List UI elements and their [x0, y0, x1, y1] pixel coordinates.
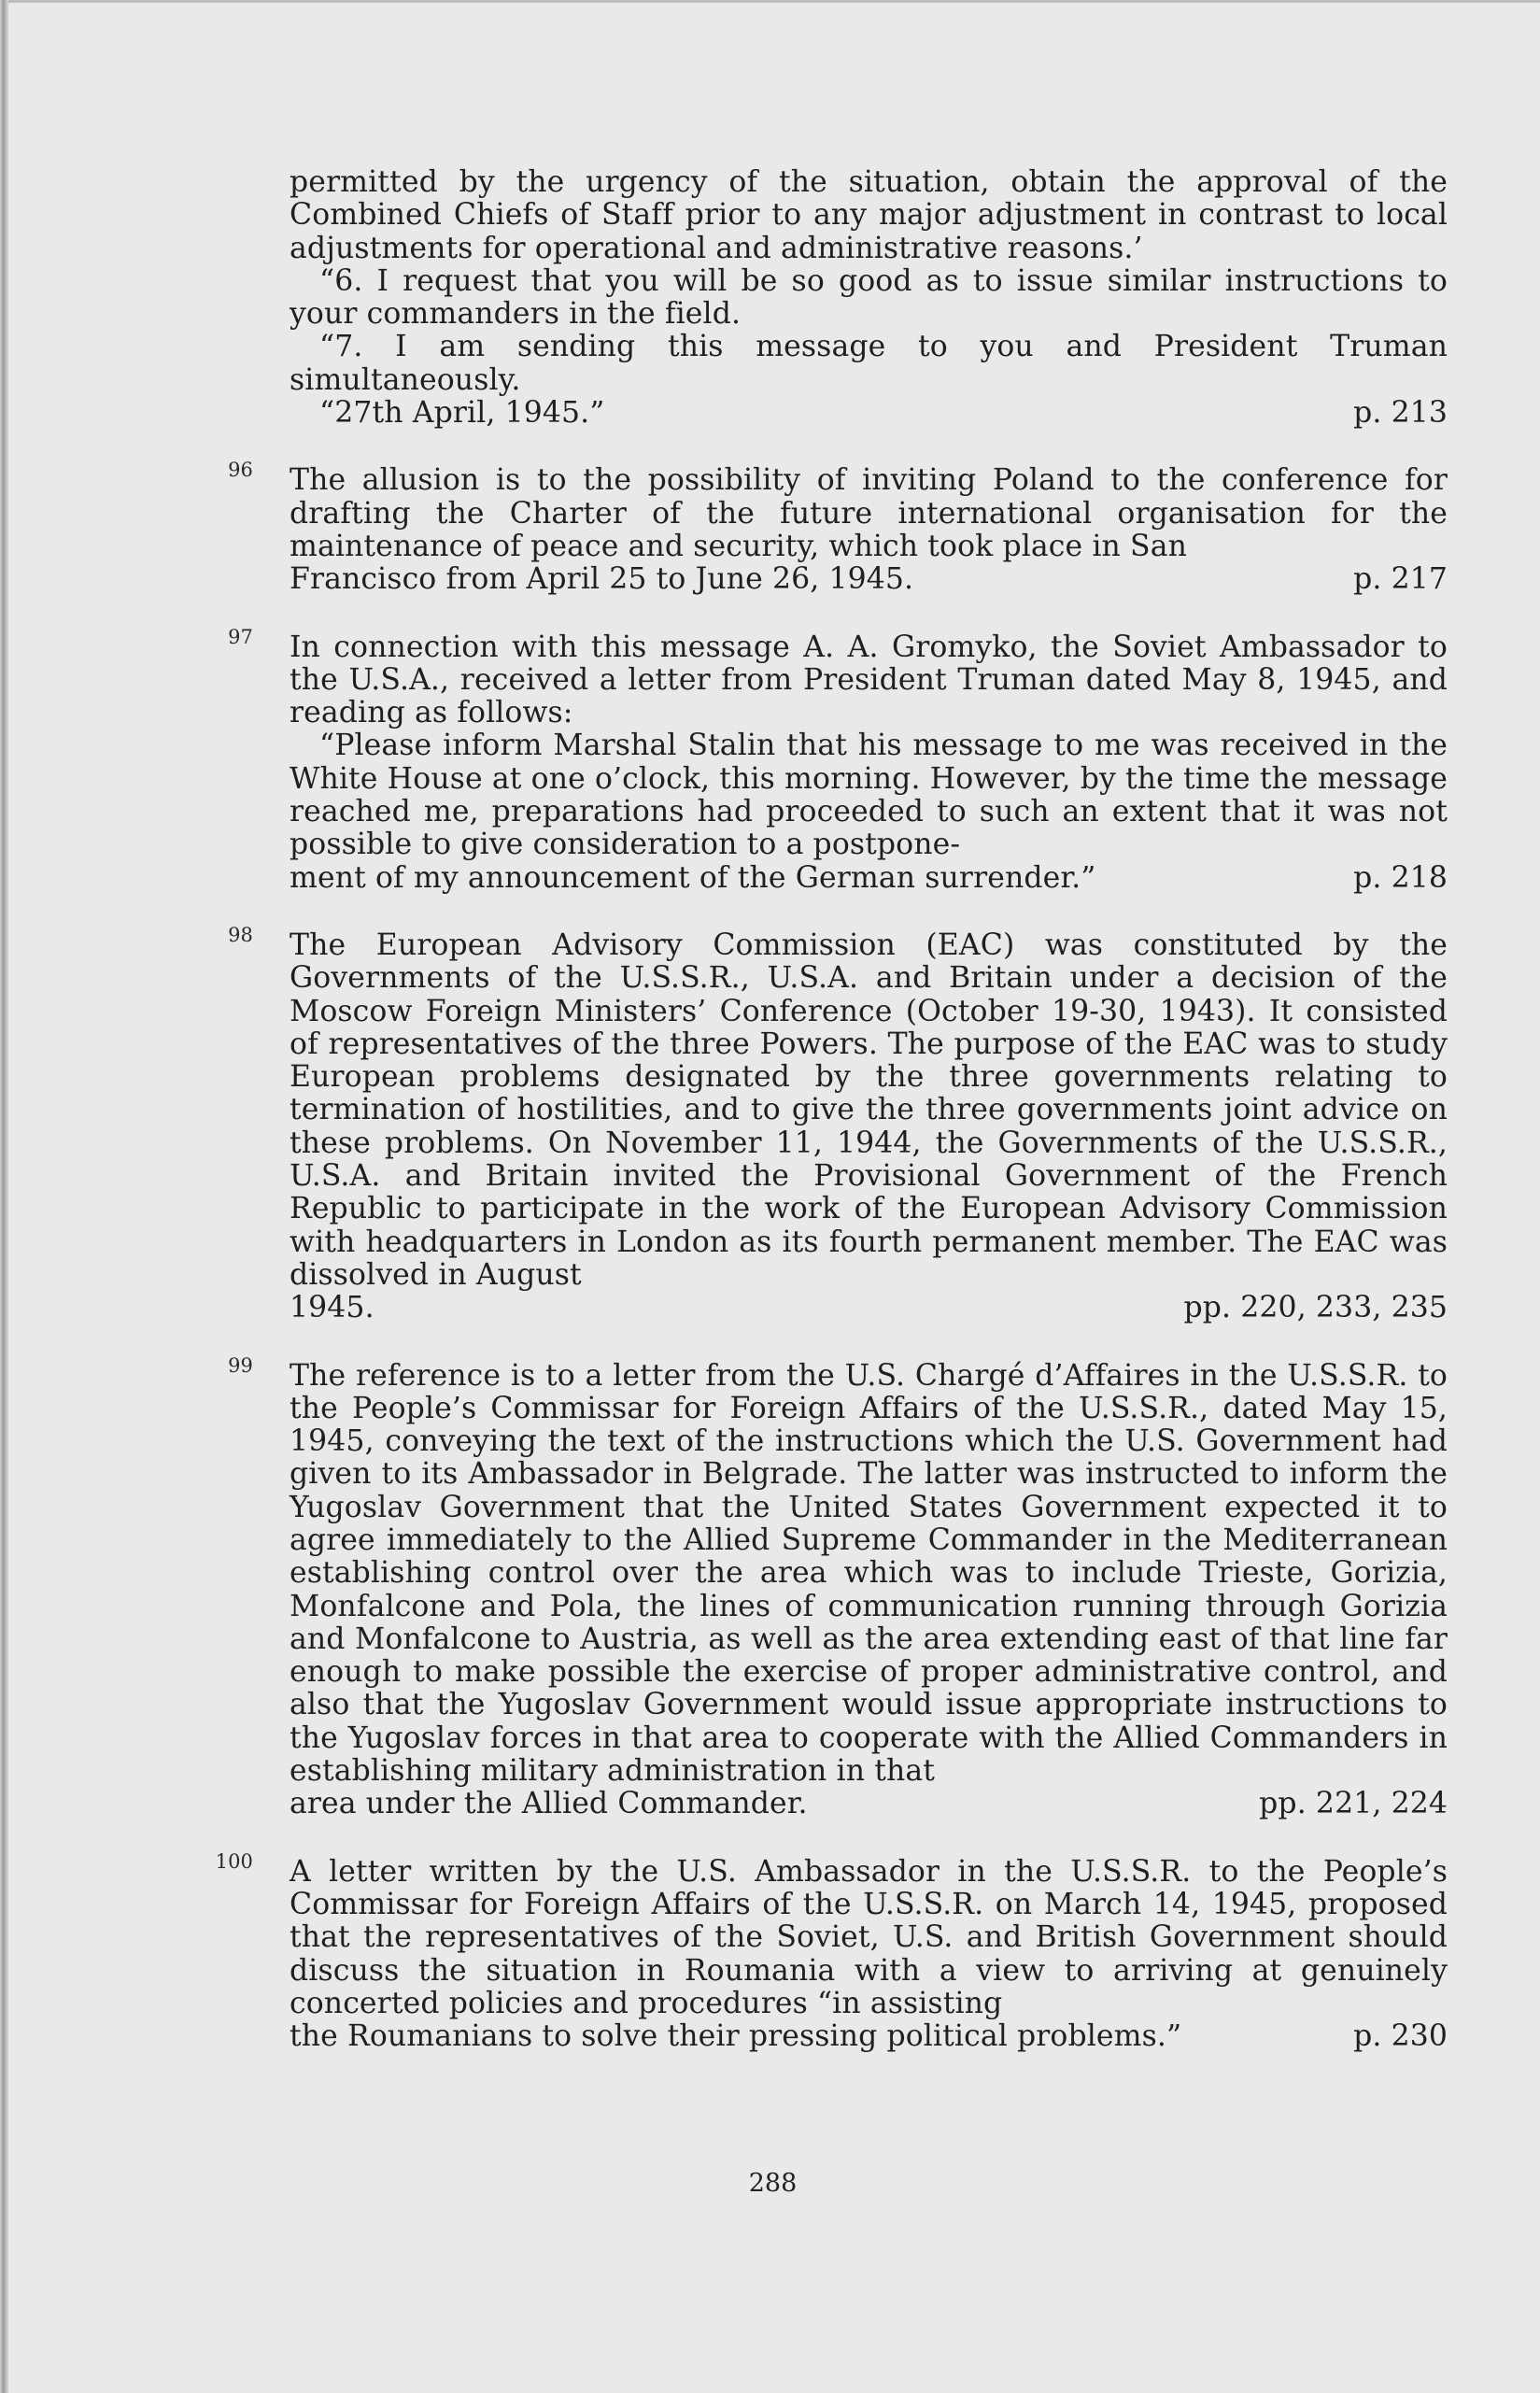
footnote-last-line	[290, 563, 1448, 596]
spacer	[290, 895, 1448, 929]
footnote-text: The reference is to a letter from the U.S. Chargé d’Affaires in the U.S.S.R. to the People’s Commissar for Foreign Affairs of the U.S.S.R., dated May 15, 1945, conveying the text of the instructions which the U.S. Government had given to its Ambassador in Belgrade. The latter was instructed to inform the Yugoslav Government that the United States Government expected it to agree immediately to the Allied Supreme Commander in the Mediterranean establishing control over the area which was to include Trieste, Gorizia, Monfalcone and Pola, the lines of communication running through Gorizia and Monfalcone to Austria, as well as the area extending east of that line far enough to make possible the exercise of proper administrative control, and also that the Yugoslav Government would issue appropriate instructions to the Yugoslav forces in that area to cooperate with the Allied Commanders in establishing military administration in that	[290, 1358, 1448, 1789]
footnote-text: A letter written by the U.S. Ambassador in the U.S.S.R. to the People’s Commissar for Foreign Affairs of the U.S.S.R. on March 14, 1945, proposed that the representatives of the Soviet, U.S. and British Government should discuss the situation in Roumania with a view to arriving at genuinely concerted policies and procedures “in assisting	[290, 1854, 1448, 2020]
continued-message	[290, 166, 1448, 430]
footnote-text: The European Advisory Commission (EAC) was constituted by the Governments of the U.S.S.R., U.S.A. and Britain under a decision of the Moscow Foreign Ministers’ Conference (October 19-30, 1943). It consisted of representatives of the three Powers. The purpose of the EAC was to study European problems designated by the three governments relating to termination of hostilities, and to give the three governments joint advice on these problems. On November 11, 1944, the Governments of the U.S.S.R., U.S.A. and Britain invited the Provisional Government of the French Republic to participate in the work of the European Advisory Commission with headquarters in London as its fourth permanent member. The EAC was dissolved in August	[290, 927, 1448, 1292]
footnote-quote: “Please inform Marshal Stalin that his message to me was received in the White House at one o’clock, this morning. However, by the time the message reached me, preparations had proceeded to such an extent that it was not possible to give consideration to a postpone-	[290, 729, 1448, 862]
page-reference: p. 230	[1353, 2019, 1448, 2054]
footnote-last-text: area under the Allied Commander.	[290, 1787, 808, 1821]
page-number: 288	[748, 2169, 798, 2198]
footnote-last-text: ment of my announcement of the German surrender.”	[290, 860, 1096, 895]
spacer	[290, 430, 1448, 464]
spacer	[290, 1325, 1448, 1360]
spacer	[290, 1821, 1448, 1856]
footnote-last-text: the Roumanians to solve their pressing political problems.”	[290, 2019, 1182, 2054]
footnote-number: 96	[228, 459, 253, 482]
footnote-last-text: 1945.	[290, 1291, 374, 1325]
footnote-96	[228, 459, 1448, 597]
page-reference: pp. 220, 233, 235	[1183, 1291, 1448, 1325]
footnote-98	[228, 923, 1448, 1325]
message-item-7: “7. I am sending this message to you and President Truman simultaneously.	[290, 330, 1448, 397]
footnote-number: 97	[228, 625, 253, 648]
continued-paragraph: permitted by the urgency of the situation, obtain the approval of the Combined Chiefs of Staff prior to any major adjustment in contrast to local adjustments for operational and administrative reasons.’	[290, 165, 1448, 265]
page-binding-edge	[0, 0, 8, 2393]
document-body	[215, 165, 1448, 2054]
spacer	[290, 597, 1448, 631]
footnote-text: In connection with this message A. A. Gromyko, the Soviet Ambassador to the U.S.A., received a letter from President Truman dated May 8, 1945, and reading as follows:	[290, 630, 1448, 730]
footnote-last-line	[290, 1292, 1448, 1324]
footnote-last-line	[290, 862, 1448, 895]
message-date: “27th April, 1945.”	[319, 396, 605, 431]
footnote-last-line	[290, 1788, 1448, 1820]
page-top-edge	[0, 0, 1540, 3]
footnote-number: 99	[228, 1353, 253, 1377]
page-reference: p. 213	[1353, 396, 1448, 431]
footnote-99	[228, 1353, 1448, 1821]
footnote-text: The allusion is to the possibility of inviting Poland to the conference for drafting the Charter of the future international organisation for the maintenance of peace and security, which took place in San	[290, 463, 1448, 563]
page-reference: p. 217	[1353, 562, 1448, 597]
footnote-last-text: Francisco from April 25 to June 26, 1945.	[290, 562, 914, 597]
message-date-line	[290, 397, 1448, 430]
page-reference: pp. 221, 224	[1259, 1787, 1448, 1821]
footnote-100	[215, 1849, 1448, 2054]
page-number-footer	[0, 2169, 1540, 2198]
footnote-last-line	[290, 2020, 1448, 2053]
footnote-number: 98	[228, 923, 253, 946]
message-item-6: “6. I request that you will be so good as to issue similar instructions to your commanders in the field.	[290, 263, 1448, 332]
footnote-97	[228, 625, 1448, 895]
page-reference: p. 218	[1353, 860, 1448, 895]
footnote-number: 100	[215, 1849, 253, 1873]
